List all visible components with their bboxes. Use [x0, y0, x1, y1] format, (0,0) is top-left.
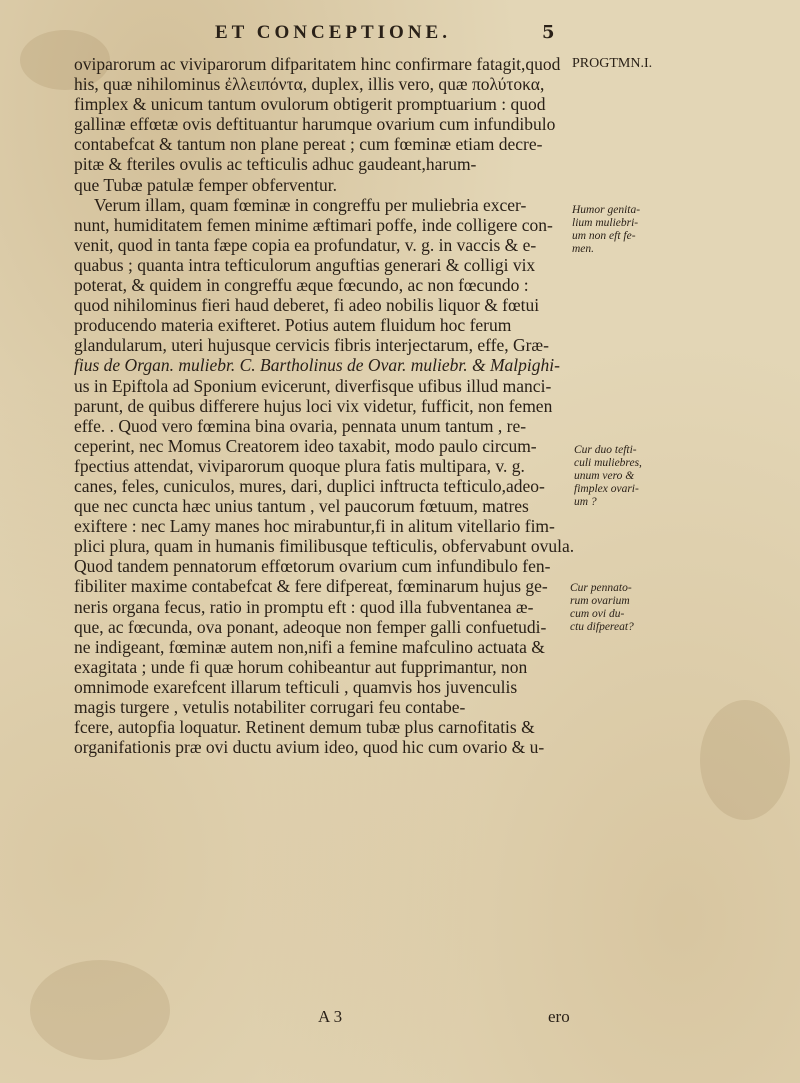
text-line: fpectius attendat, viviparorum quoque plura fatis multipara, v. g.	[74, 455, 525, 476]
text-line: pitæ & fteriles ovulis ac tefticulis adhuc gaudeant,harum-	[74, 154, 477, 175]
text-line: exagitata ; unde fi quæ horum cohibeantur aut fupprimantur, non	[74, 656, 528, 677]
signature-mark: A 3	[318, 1007, 343, 1026]
margin-note-line: fimplex ovari-	[574, 483, 639, 495]
text-line: fius de Organ. muliebr. C. Bartholinus de Ovar. muliebr. & Malpighi-	[74, 355, 560, 376]
text-line: magis turgere , vetulis notabiliter corrugari feu contabe-	[74, 697, 466, 717]
margin-note-line: unum vero &	[574, 470, 635, 482]
margin-note-line: Humor genita-	[572, 204, 641, 216]
text-line: organifationis præ ovi ductu avium ideo, quod hic cum ovario & u-	[74, 737, 545, 758]
page-footer	[0, 1007, 800, 1031]
text-line: fimplex & unicum tantum ovulorum obtigerit promptuarium : quod	[74, 94, 546, 115]
text-line: contabefcat & tantum non plane pereat ; cum fœminæ etiam decre-	[74, 134, 543, 155]
text-line: poterat, & quidem in congreffu æque fœcundo, ac non fœcundo :	[74, 275, 529, 296]
text-line: nunt, humiditatem femen minime æftimari poffe, inde colligere con-	[74, 214, 553, 235]
text-line: parunt, de quibus differere hujus loci vix videtur, fufficit, non femen	[74, 395, 553, 416]
margin-note	[574, 444, 714, 509]
text-line: que, ac fœcunda, ova ponant, adeoque non femper galli confuetudi-	[74, 616, 547, 637]
text-line: exiftere : nec Lamy manes hoc mirabuntur,fi in alitum vitellario fim-	[74, 516, 555, 537]
page-number: 5	[542, 22, 555, 43]
margin-note-line: lium muliebri-	[572, 217, 639, 229]
text-line: canes, feles, cuniculos, mures, dari, duplici inftructa tefticulo,adeo-	[74, 475, 545, 496]
section-label: PROGTMN.I.	[572, 56, 653, 71]
text-line: plici plura, quam in humanis fimilibusque tefticulis, obfervabunt ovula.	[74, 536, 574, 557]
text-line: oviparorum ac viviparorum difparitatem hinc confirmare fatagit,quod	[74, 54, 561, 74]
text-line: ne indigeant, fœminæ autem non,nifi a femine mafculino actuata &	[74, 636, 545, 657]
text-line: quod nihilominus fieri haud deberet, fi adeo nobilis liquor & fœtui	[74, 295, 540, 316]
catchword: ero	[548, 1007, 570, 1026]
text-line: ceperint, nec Momus Creatorem ideo taxabit, modo paulo circum-	[74, 435, 537, 456]
text-line: producendo materia exifteret. Potius autem fluidum hoc ferum	[74, 315, 512, 336]
margin-note-line: Cur pennato-	[570, 582, 632, 594]
text-line: effe. . Quod vero fœmina bina ovaria, pennata unum tantum , re-	[74, 415, 527, 436]
margin-note-line: Cur duo tefti-	[574, 444, 637, 456]
text-line: neris organa fecus, ratio in promptu eft : quod illa fubventanea æ-	[74, 596, 534, 617]
margin-note	[570, 582, 710, 634]
body-text	[74, 54, 574, 757]
text-line: us in Epiftola ad Sponium evicerunt, diverfisque ufibus illud manci-	[74, 375, 552, 396]
margin-note-line: culi muliebres,	[574, 457, 642, 469]
text-line: his, quæ nihilominus ἐλλειπόντα, duplex, illis vero, quæ πολύτοκα,	[74, 74, 545, 95]
margin-note-line: um ?	[574, 496, 597, 508]
text-line: omnimode exarefcent illarum tefticuli , quamvis hos juvenculis	[74, 676, 518, 697]
text-line: venit, quod in tanta fæpe copia ea profundatur, v. g. in vaccis & e-	[74, 234, 537, 255]
text-line: gallinæ effœtæ ovis deftituantur harumque ovarium cum infundibulo	[74, 114, 556, 135]
margin-note	[572, 204, 712, 256]
text-line: Verum illam, quam fœminæ in congreffu per muliebria excer-	[94, 194, 527, 215]
text-line: glandularum, uteri hujusque cervicis fibris interjectarum, effe, Græ-	[74, 335, 549, 356]
paper-stain	[700, 700, 790, 820]
text-line: Quod tandem pennatorum effœtorum ovarium cum infundibulo fen-	[74, 556, 551, 577]
margin-note-line: cum ovi du-	[570, 608, 625, 620]
running-title: ET CONCEPTIONE.	[215, 22, 451, 43]
margin-note-line: men.	[572, 243, 595, 255]
margin-note-line: um non eft fe-	[572, 230, 636, 242]
margin-note-line: ctu difpereat?	[570, 621, 634, 633]
text-line: quabus ; quanta intra tefticulorum anguftias generari & colligi vix	[74, 254, 536, 275]
margin-note-line: rum ovarium	[570, 595, 630, 607]
text-line: que nec cuncta hæc unius tantum , vel paucorum fœtuum, matres	[74, 496, 529, 517]
text-line: fibiliter maxime contabefcat & fere difpereat, fœminarum hujus ge-	[74, 576, 548, 597]
text-line: fcere, autopfia loquatur. Retinent demum tubæ plus carnofitatis &	[74, 717, 535, 738]
text-line: que Tubæ patulæ femper obferventur.	[74, 174, 337, 195]
